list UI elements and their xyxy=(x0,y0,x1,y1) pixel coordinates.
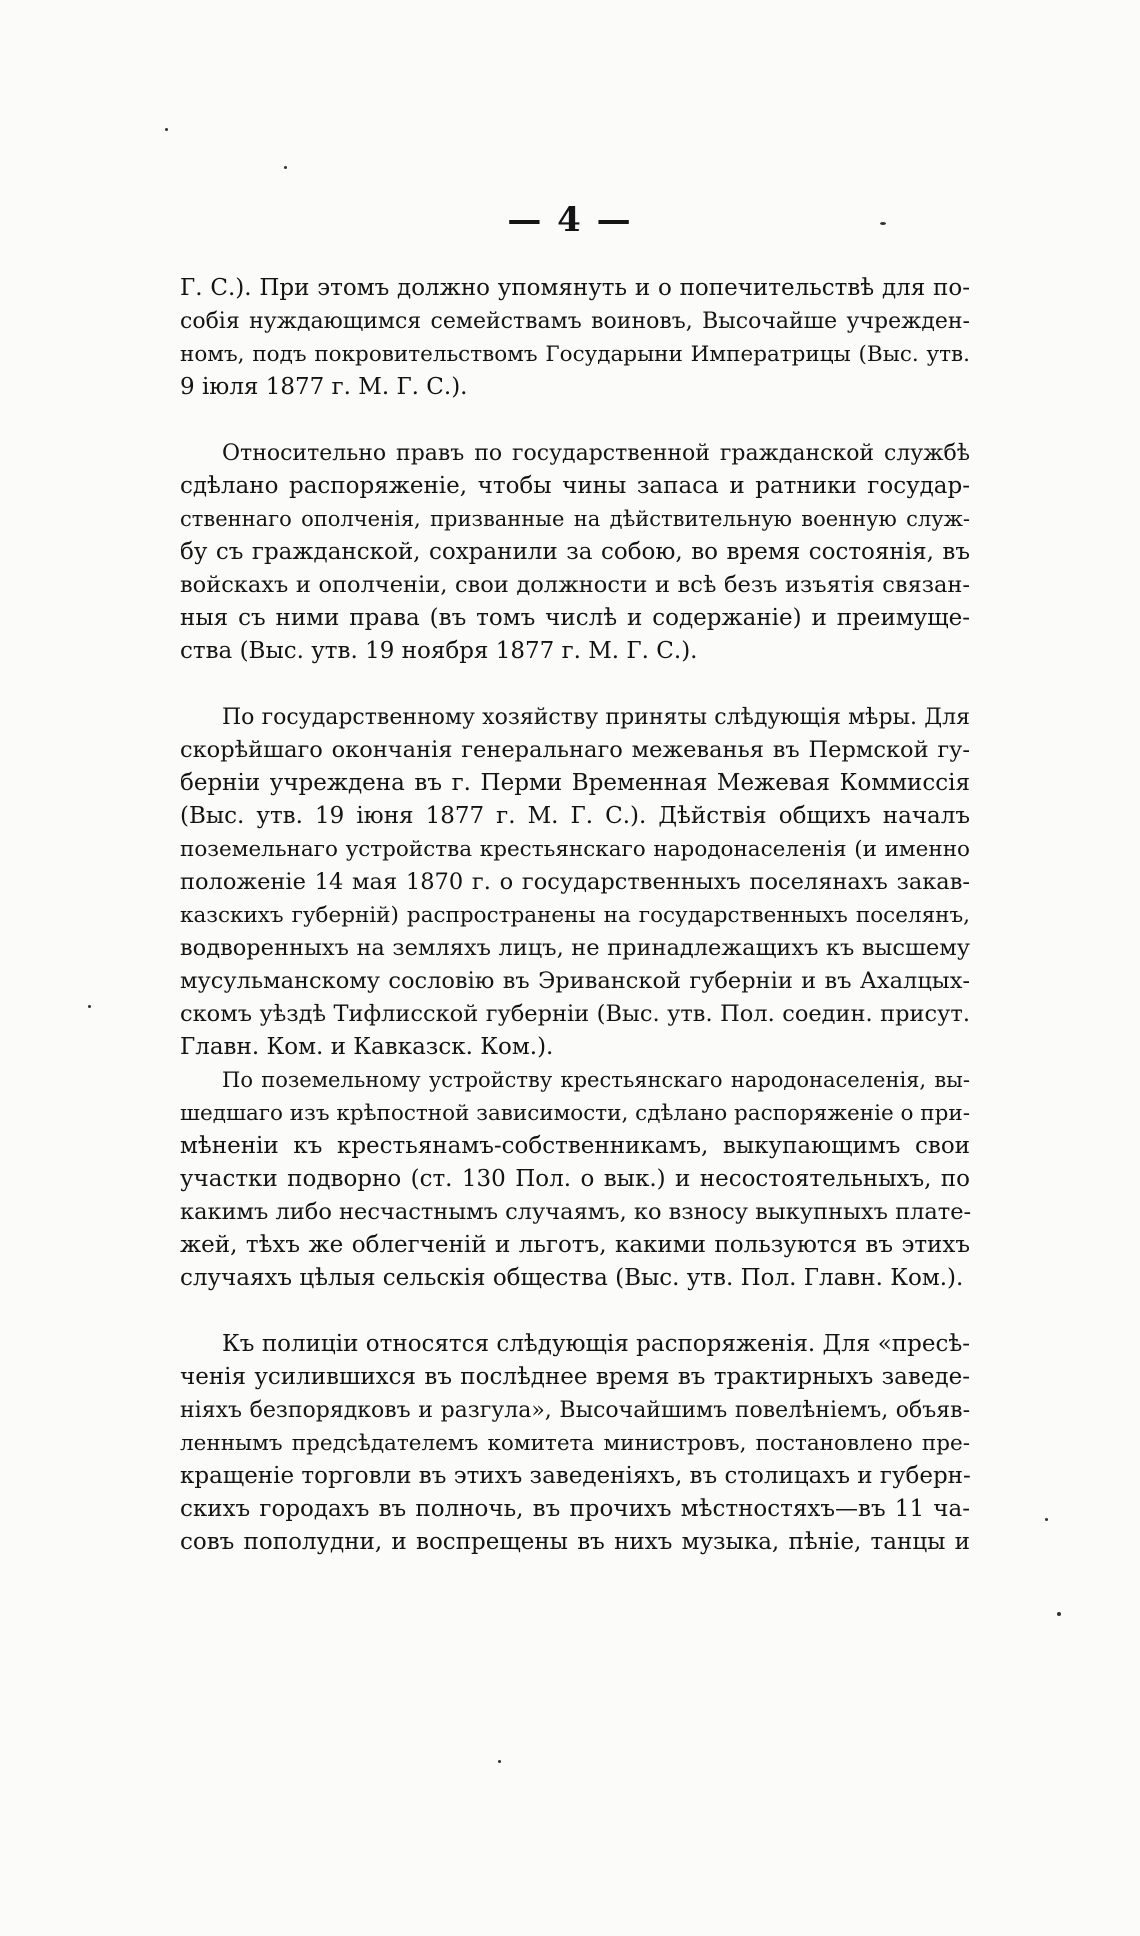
text-line: леннымъ предсѣдателемъ комитета министровъ, постановлено пре- xyxy=(180,1431,970,1456)
scan-speck xyxy=(498,1760,501,1763)
text-line: (Выс. утв. 19 іюня 1877 г. М. Г. С.). Дѣйствія общихъ началъ xyxy=(180,803,970,829)
text-line: ченія усилившихся въ послѣднее время въ трактирныхъ заведе- xyxy=(180,1364,970,1390)
page-number: — 4 — xyxy=(507,200,633,240)
text-line: поземельнаго устройства крестьянскаго народонаселенія (и именно xyxy=(180,837,970,862)
text-line: случаяхъ цѣлыя сельскія общества (Выс. утв. Пол. Главн. Ком.). xyxy=(180,1265,964,1291)
text-line: ственнаго ополченія, призванные на дѣйствительную военную служ- xyxy=(180,507,970,531)
text-line: Главн. Ком. и Кавказск. Ком.). xyxy=(180,1034,554,1060)
text-line: скорѣйшаго окончанія генеральнаго межеванья въ Пермской гу- xyxy=(180,737,970,763)
text-line: номъ, подъ покровительствомъ Государыни Императрицы (Выс. утв. xyxy=(180,342,970,367)
text-line: мусульманскому сословію въ Эриванской губерніи и въ Ахалцых- xyxy=(180,968,970,994)
paragraph-1 xyxy=(180,272,970,404)
text-line: участки подворно (ст. 130 Пол. о вык.) и несостоятельныхъ, по xyxy=(180,1166,970,1192)
text-line: скомъ уѣздѣ Тифлисской губерніи (Выс. утв. Пол. соедин. присут. xyxy=(180,1001,970,1027)
scan-speck xyxy=(284,166,287,169)
text-line: казскихъ губерній) распространены на государственныхъ поселянъ, xyxy=(180,903,970,928)
text-line: водворенныхъ на земляхъ лицъ, не принадлежащихъ къ высшему xyxy=(180,935,970,961)
text-line: мѣненіи къ крестьянамъ-собственникамъ, выкупающимъ свои xyxy=(180,1133,970,1159)
text-line: какимъ либо несчастнымъ случаямъ, ко взносу выкупныхъ плате- xyxy=(180,1199,972,1225)
paragraph-2 xyxy=(180,437,970,668)
scan-speck xyxy=(165,128,168,131)
text-line: кращеніе торговли въ этихъ заведеніяхъ, въ столицахъ и губерн- xyxy=(180,1463,971,1489)
text-line: берніи учреждена въ г. Перми Временная Межевая Коммиссія xyxy=(180,770,970,796)
text-line: скихъ городахъ въ полночь, въ прочихъ мѣстностяхъ—въ 11 ча- xyxy=(180,1496,970,1522)
text-line: По государственному хозяйству приняты слѣдующія мѣры. Для xyxy=(222,705,970,730)
paragraph-gap xyxy=(180,404,970,437)
scan-speck xyxy=(88,1005,91,1008)
text-line: жей, тѣхъ же облегченій и льготъ, какими пользуются въ этихъ xyxy=(180,1232,970,1258)
text-line: войскахъ и ополченіи, свои должности и всѣ безъ изъятія связан- xyxy=(180,572,970,598)
text-line: собія нуждающимся семействамъ воиновъ, Высочайше учрежден- xyxy=(180,309,970,334)
paragraph-5 xyxy=(180,1328,970,1559)
text-line: шедшаго изъ крѣпостной зависимости, сдѣлано распоряженіе о при- xyxy=(180,1101,970,1126)
text-line: сдѣлано распоряженіе, чтобы чины запаса и ратники государ- xyxy=(180,473,970,499)
paragraph-gap xyxy=(180,1295,970,1328)
text-line: ства (Выс. утв. 19 ноября 1877 г. М. Г. С.). xyxy=(180,638,698,664)
paragraph-3 xyxy=(180,701,970,1064)
text-line: положеніе 14 мая 1870 г. о государственныхъ поселянахъ закав- xyxy=(180,869,970,895)
text-line: 9 іюля 1877 г. М. Г. С.). xyxy=(180,374,468,400)
body-text xyxy=(180,272,970,1559)
scan-speck xyxy=(1057,1612,1061,1616)
scan-speck xyxy=(1045,1518,1048,1521)
text-line: По поземельному устройству крестьянскаго народонаселенія, вы- xyxy=(222,1068,970,1092)
text-line: ніяхъ безпорядковъ и разгула», Высочайшимъ повелѣніемъ, объяв- xyxy=(180,1398,970,1423)
text-line: Къ полиціи относятся слѣдующія распоряженія. Для «пресѣ- xyxy=(222,1331,970,1357)
text-line: бу съ гражданской, сохранили за собою, во время состоянія, въ xyxy=(180,539,970,565)
text-line: совъ пополудни, и воспрещены въ нихъ музыка, пѣніе, танцы и xyxy=(180,1529,970,1555)
text-line: ныя съ ними права (въ томъ числѣ и содержаніе) и преимуще- xyxy=(180,605,970,631)
paragraph-4 xyxy=(180,1064,970,1295)
text-line: Г. С.). При этомъ должно упомянуть и о попечительствѣ для по- xyxy=(180,275,970,301)
text-line: Относительно правъ по государственной гражданской службѣ xyxy=(222,441,970,466)
paragraph-gap xyxy=(180,668,970,701)
scan-speck xyxy=(880,222,886,225)
